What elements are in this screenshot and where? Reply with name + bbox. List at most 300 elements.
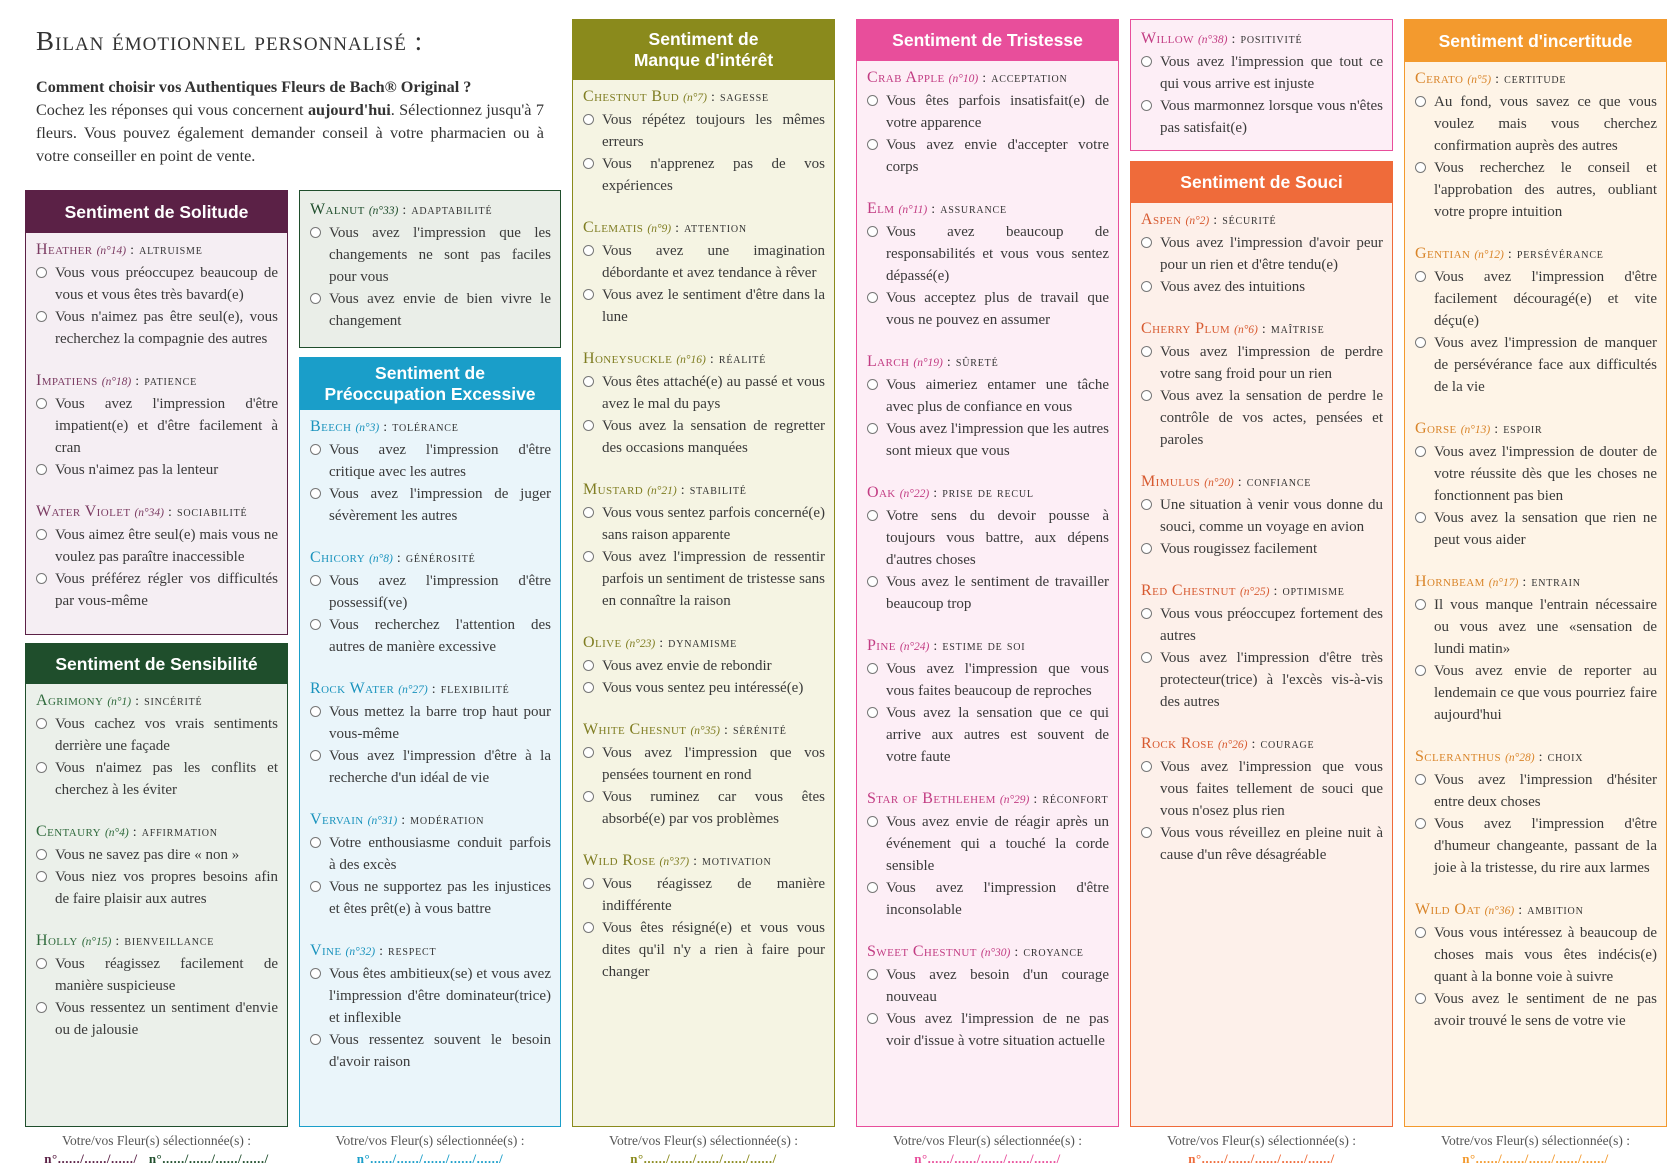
- flower-title: Elm: [867, 200, 895, 217]
- flower-title: Vervain: [310, 811, 364, 828]
- symptom-option[interactable]: [1141, 647, 1383, 713]
- flower-virtue: : sociabilité: [168, 505, 248, 520]
- symptom-option[interactable]: [310, 614, 551, 658]
- selection-label: Votre/vos Fleur(s) sélectionnée(s) :: [61, 1133, 252, 1148]
- flower-entry: [867, 67, 1109, 178]
- selection-line-col1[interactable]: [25, 1132, 288, 1168]
- symptom-text: Vous ne supportez pas les injustices et êtes prêt(e) à vous battre: [329, 879, 551, 917]
- flower-number: (n°20): [1204, 477, 1234, 489]
- symptom-text: Vous avez l'impression de ressentir parfois un sentiment de tristesse sans en connaître la raison: [602, 549, 825, 609]
- radio-circle-icon[interactable]: [867, 969, 878, 980]
- flower-entry: [583, 632, 825, 699]
- flower-title: Honeysuckle: [583, 350, 673, 367]
- symptom-option[interactable]: [583, 917, 825, 983]
- panel-souci: [1130, 161, 1393, 1127]
- symptom-option[interactable]: [1415, 769, 1657, 813]
- flower-virtue: : optimisme: [1273, 584, 1345, 599]
- flower-number: (n°38): [1197, 34, 1228, 46]
- symptom-option[interactable]: [583, 415, 825, 459]
- flower-entry: [1415, 418, 1657, 551]
- symptom-option[interactable]: [1415, 594, 1657, 660]
- selection-entry[interactable]: n°....../....../....../....../....../: [630, 1151, 777, 1166]
- flower-title: Heather: [36, 241, 93, 258]
- radio-circle-icon[interactable]: [867, 292, 878, 303]
- radio-circle-icon[interactable]: [1141, 100, 1152, 111]
- radio-circle-icon[interactable]: [867, 95, 878, 106]
- flower-entry: [1141, 318, 1383, 451]
- symptom-option[interactable]: [36, 459, 278, 481]
- symptom-option[interactable]: [583, 742, 825, 786]
- selection-line-col2[interactable]: [299, 1132, 561, 1168]
- flower-entry: [1415, 243, 1657, 398]
- symptom-option[interactable]: [867, 702, 1109, 768]
- symptom-option[interactable]: [1141, 538, 1383, 560]
- flower-name: [310, 809, 551, 832]
- radio-circle-icon[interactable]: [1141, 761, 1152, 772]
- flower-entry: [36, 239, 278, 350]
- symptom-text: Vous ressentez un sentiment d'envie ou de jalousie: [55, 1000, 278, 1038]
- selection-entry[interactable]: n°....../....../....../....../....../: [1462, 1151, 1609, 1166]
- flower-virtue: : attention: [675, 221, 747, 236]
- symptom-text: Vous n'aimez pas les conflits et cherchez à les éviter: [55, 760, 278, 798]
- symptom-option[interactable]: [310, 288, 551, 332]
- symptom-option[interactable]: [36, 997, 278, 1041]
- flower-entry: [310, 678, 551, 789]
- symptom-option[interactable]: [583, 546, 825, 612]
- symptom-text: Vous vous préoccupez beaucoup de vous et vous êtes très bavard(e): [55, 265, 278, 303]
- radio-circle-icon[interactable]: [310, 227, 321, 238]
- flower-title: Wild Rose: [583, 852, 656, 869]
- radio-circle-icon[interactable]: [1415, 337, 1426, 348]
- symptom-text: Vous n'apprenez pas de vos expériences: [602, 156, 825, 194]
- symptom-option[interactable]: [36, 262, 278, 306]
- radio-circle-icon[interactable]: [1141, 652, 1152, 663]
- symptom-option[interactable]: [867, 811, 1109, 877]
- flower-name: [583, 348, 825, 371]
- radio-circle-icon[interactable]: [36, 311, 47, 322]
- symptom-text: Vous avez le sentiment de travailler beaucoup trop: [886, 574, 1109, 612]
- panel-sensibilite: [25, 643, 288, 1127]
- symptom-option[interactable]: [1141, 822, 1383, 866]
- flower-virtue: : adaptabilité: [402, 203, 493, 218]
- symptom-option[interactable]: [310, 570, 551, 614]
- flower-list: [300, 410, 560, 1073]
- symptom-text: Vous avez la sensation que ce qui arrive aux autres est souvent de votre faute: [886, 705, 1109, 765]
- radio-circle-icon[interactable]: [1415, 927, 1426, 938]
- selection-label: Votre/vos Fleur(s) sélectionnée(s) :: [1166, 1133, 1357, 1148]
- symptom-text: Vous mettez la barre trop haut pour vous-même: [329, 704, 551, 742]
- radio-circle-icon[interactable]: [1415, 162, 1426, 173]
- flower-number: (n°21): [647, 485, 677, 497]
- radio-circle-icon[interactable]: [36, 267, 47, 278]
- intro-question: Comment choisir vos Authentiques Fleurs de Bach® Original ?: [36, 78, 472, 96]
- flower-title: Rock Rose: [1141, 735, 1214, 752]
- flower-virtue: : prise de recul: [933, 486, 1034, 501]
- radio-circle-icon[interactable]: [1415, 512, 1426, 523]
- flower-virtue: : espoir: [1494, 422, 1543, 437]
- flower-entry: [583, 479, 825, 612]
- flower-title: Beech: [310, 418, 352, 435]
- symptom-option[interactable]: [36, 393, 278, 459]
- symptom-option[interactable]: [1415, 660, 1657, 726]
- selection-entry[interactable]: n°....../....../....../....../....../: [914, 1151, 1061, 1166]
- symptom-option[interactable]: [1141, 341, 1383, 385]
- symptom-text: Vous vous préoccupez fortement des autres: [1160, 606, 1383, 644]
- radio-circle-icon[interactable]: [310, 293, 321, 304]
- symptom-option[interactable]: [867, 287, 1109, 331]
- flower-name: [1415, 243, 1657, 266]
- panel-walnut: [299, 190, 561, 348]
- flower-name: [1141, 318, 1383, 341]
- selection-line-col5[interactable]: [1130, 1132, 1393, 1168]
- selection-entry-solitude[interactable]: n°....../....../....../: [44, 1151, 138, 1166]
- radio-circle-icon[interactable]: [1141, 608, 1152, 619]
- flower-list: [1131, 203, 1392, 866]
- radio-circle-icon[interactable]: [583, 791, 594, 802]
- symptom-option[interactable]: [36, 713, 278, 757]
- flower-title: Willow: [1141, 30, 1194, 47]
- symptom-option[interactable]: [36, 953, 278, 997]
- symptom-option[interactable]: [1415, 922, 1657, 988]
- flower-entry: [1415, 68, 1657, 223]
- flower-name: [583, 850, 825, 873]
- radio-circle-icon[interactable]: [310, 750, 321, 761]
- flower-entry: [36, 930, 278, 1041]
- flower-virtue: : tolérance: [383, 420, 459, 435]
- radio-circle-icon[interactable]: [867, 139, 878, 150]
- radio-circle-icon[interactable]: [583, 507, 594, 518]
- symptom-option[interactable]: [867, 90, 1109, 134]
- symptom-option[interactable]: [583, 655, 825, 677]
- radio-circle-icon[interactable]: [310, 575, 321, 586]
- flower-entry: [36, 370, 278, 481]
- symptom-text: Vous avez l'impression d'être impatient(e) et d'être facilement à cran: [55, 396, 278, 456]
- symptom-text: Vous n'aimez pas la lenteur: [55, 462, 219, 478]
- symptom-option[interactable]: [310, 745, 551, 789]
- symptom-option[interactable]: [1415, 507, 1657, 551]
- flower-virtue: : choix: [1538, 750, 1584, 765]
- radio-circle-icon[interactable]: [310, 706, 321, 717]
- radio-circle-icon[interactable]: [310, 444, 321, 455]
- symptom-option[interactable]: [36, 866, 278, 910]
- symptom-option[interactable]: [1141, 603, 1383, 647]
- radio-circle-icon[interactable]: [583, 922, 594, 933]
- radio-circle-icon[interactable]: [1141, 281, 1152, 292]
- symptom-option[interactable]: [583, 371, 825, 415]
- flower-title: Hornbeam: [1415, 573, 1485, 590]
- radio-circle-icon[interactable]: [583, 245, 594, 256]
- radio-circle-icon[interactable]: [1415, 599, 1426, 610]
- flower-virtue: : ambition: [1518, 903, 1584, 918]
- radio-circle-icon[interactable]: [583, 682, 594, 693]
- symptom-option[interactable]: [36, 568, 278, 612]
- symptom-option[interactable]: [867, 374, 1109, 418]
- symptom-option[interactable]: [867, 221, 1109, 287]
- radio-circle-icon[interactable]: [36, 718, 47, 729]
- flower-entry: [1141, 471, 1383, 560]
- flower-virtue: : croyance: [1014, 945, 1084, 960]
- radio-circle-icon[interactable]: [867, 423, 878, 434]
- flower-name: [36, 501, 278, 524]
- symptom-option[interactable]: [310, 222, 551, 288]
- symptom-text: Vous avez l'impression de ne pas voir d'issue à votre situation actuelle: [886, 1011, 1109, 1049]
- radio-circle-icon[interactable]: [310, 968, 321, 979]
- symptom-option[interactable]: [310, 439, 551, 483]
- symptom-text: Une situation à venir vous donne du souci, comme un voyage en avion: [1160, 497, 1383, 535]
- symptom-text: Vous acceptez plus de travail que vous ne pouvez en assumer: [886, 290, 1109, 328]
- selection-entry[interactable]: n°....../....../....../....../....../: [1188, 1151, 1335, 1166]
- flower-entry: [1141, 733, 1383, 866]
- radio-circle-icon[interactable]: [310, 881, 321, 892]
- radio-circle-icon[interactable]: [1141, 499, 1152, 510]
- radio-circle-icon[interactable]: [867, 510, 878, 521]
- symptom-option[interactable]: [1415, 91, 1657, 157]
- symptom-text: Vous avez l'impression d'être critique avec les autres: [329, 442, 551, 480]
- selection-label: Votre/vos Fleur(s) sélectionnée(s) :: [892, 1133, 1083, 1148]
- panel-header-text: Sentiment de Souci: [1180, 172, 1343, 192]
- intro-instructions-emphasis: aujourd'hui: [307, 101, 391, 119]
- selection-entry[interactable]: [25, 1150, 288, 1168]
- radio-circle-icon[interactable]: [583, 878, 594, 889]
- panel-header: [300, 358, 560, 410]
- flower-virtue: : estime de soi: [933, 639, 1026, 654]
- panel-header: [26, 644, 287, 684]
- radio-circle-icon[interactable]: [36, 464, 47, 475]
- symptom-option[interactable]: [36, 524, 278, 568]
- radio-circle-icon[interactable]: [1141, 56, 1152, 67]
- radio-circle-icon[interactable]: [1141, 237, 1152, 248]
- symptom-option[interactable]: [1415, 813, 1657, 879]
- radio-circle-icon[interactable]: [1141, 827, 1152, 838]
- symptom-option[interactable]: [310, 832, 551, 876]
- radio-circle-icon[interactable]: [1415, 993, 1426, 1004]
- radio-circle-icon[interactable]: [310, 1034, 321, 1045]
- symptom-text: Vous avez l'impression de manquer de persévérance face aux difficultés de la vie: [1434, 335, 1657, 395]
- radio-circle-icon[interactable]: [1141, 543, 1152, 554]
- symptom-option[interactable]: [1415, 266, 1657, 332]
- symptom-text: Vous avez l'impression d'être très protecteur(trice) à l'excès vis-à-vis des autres: [1160, 650, 1383, 710]
- flower-virtue: : bienveillance: [115, 934, 215, 949]
- symptom-text: Vous cachez vos vrais sentiments derrière une façade: [55, 716, 278, 754]
- flower-title: Cherry Plum: [1141, 320, 1231, 337]
- flower-virtue: : réalité: [709, 352, 767, 367]
- symptom-text: Vous avez la sensation de perdre le contrôle de vos actes, pensées et paroles: [1160, 388, 1383, 448]
- symptom-option[interactable]: [867, 134, 1109, 178]
- symptom-text: Vous préférez régler vos difficultés par vous-même: [55, 571, 278, 609]
- symptom-option[interactable]: [1141, 95, 1383, 139]
- symptom-option[interactable]: [867, 877, 1109, 921]
- symptom-option[interactable]: [867, 418, 1109, 462]
- panel-header: [1405, 20, 1666, 62]
- symptom-option[interactable]: [310, 1029, 551, 1073]
- radio-circle-icon[interactable]: [36, 529, 47, 540]
- symptom-option[interactable]: [867, 964, 1109, 1008]
- symptom-text: Vous êtes résigné(e) et vous vous dites qu'il n'y a rien à faire pour changer: [602, 920, 825, 980]
- radio-circle-icon[interactable]: [583, 551, 594, 562]
- symptom-option[interactable]: [583, 153, 825, 197]
- selection-entry[interactable]: n°....../....../....../....../....../: [356, 1151, 504, 1166]
- radio-circle-icon[interactable]: [1141, 346, 1152, 357]
- symptom-option[interactable]: [867, 658, 1109, 702]
- radio-circle-icon[interactable]: [36, 398, 47, 409]
- symptom-option[interactable]: [1141, 51, 1383, 95]
- radio-circle-icon[interactable]: [583, 289, 594, 300]
- symptom-option[interactable]: [583, 240, 825, 284]
- radio-circle-icon[interactable]: [36, 849, 47, 860]
- radio-circle-icon[interactable]: [36, 1002, 47, 1013]
- symptom-text: Vous avez besoin d'un courage nouveau: [886, 967, 1109, 1005]
- panel-header-text: Sentiment de Tristesse: [892, 30, 1083, 50]
- radio-circle-icon[interactable]: [1415, 271, 1426, 282]
- symptom-text: Vous avez l'impression d'être possessif(ve): [329, 573, 551, 611]
- flower-title: Gentian: [1415, 245, 1471, 262]
- flower-entry: [583, 86, 825, 197]
- radio-circle-icon[interactable]: [1415, 446, 1426, 457]
- panel-header-text: Sentiment de Solitude: [64, 201, 249, 222]
- radio-circle-icon[interactable]: [36, 762, 47, 773]
- symptom-option[interactable]: [310, 701, 551, 745]
- symptom-option[interactable]: [1415, 157, 1657, 223]
- symptom-option[interactable]: [1415, 332, 1657, 398]
- flower-number: (n°8): [369, 553, 393, 565]
- flower-entry: [310, 199, 551, 332]
- symptom-option[interactable]: [1141, 756, 1383, 822]
- symptom-option[interactable]: [583, 677, 825, 699]
- radio-circle-icon[interactable]: [583, 376, 594, 387]
- symptom-option[interactable]: [1141, 494, 1383, 538]
- symptom-option[interactable]: [583, 284, 825, 328]
- flower-name: [310, 199, 551, 222]
- flower-list: [1405, 62, 1666, 1032]
- flower-title: Cerato: [1415, 70, 1464, 87]
- radio-circle-icon[interactable]: [583, 420, 594, 431]
- radio-circle-icon[interactable]: [310, 619, 321, 630]
- flower-virtue: : dynamisme: [659, 636, 738, 651]
- flower-title: Mustard: [583, 481, 644, 498]
- symptom-option[interactable]: [1141, 276, 1383, 298]
- symptom-text: Vous êtes parfois insatisfait(e) de votre apparence: [886, 93, 1109, 131]
- radio-circle-icon[interactable]: [867, 816, 878, 827]
- radio-circle-icon[interactable]: [36, 573, 47, 584]
- symptom-text: Vous aimeriez entamer une tâche avec plus de confiance en vous: [886, 377, 1109, 415]
- panel-header: [573, 20, 834, 80]
- symptom-option[interactable]: [310, 963, 551, 1029]
- flower-title: Crab Apple: [867, 69, 945, 86]
- flower-entry: [36, 690, 278, 801]
- symptom-option[interactable]: [36, 757, 278, 801]
- selection-line-col4[interactable]: [856, 1132, 1119, 1168]
- symptom-option[interactable]: [583, 786, 825, 830]
- symptom-option[interactable]: [583, 502, 825, 546]
- radio-circle-icon[interactable]: [867, 226, 878, 237]
- flower-title: Vine: [310, 942, 342, 959]
- radio-circle-icon[interactable]: [583, 114, 594, 125]
- symptom-option[interactable]: [867, 571, 1109, 615]
- symptom-text: Vous recherchez le conseil et l'approbation des autres, oubliant votre propre intuition: [1434, 160, 1657, 220]
- radio-circle-icon[interactable]: [36, 871, 47, 882]
- flower-entry: [1141, 209, 1383, 298]
- symptom-text: Vous avez l'impression que tout ce qui vous arrive est injuste: [1160, 54, 1383, 92]
- flower-name: [36, 690, 278, 713]
- symptom-option[interactable]: [583, 873, 825, 917]
- symptom-text: Vous avez envie de reporter au lendemain ce que vous pourriez faire aujourd'hui: [1434, 663, 1657, 723]
- flower-entry: [867, 635, 1109, 768]
- radio-circle-icon[interactable]: [310, 488, 321, 499]
- panel-header-line2: Manque d'intérêt: [633, 50, 774, 70]
- symptom-text: Vous avez l'impression d'être facilement découragé(e) et vite déçu(e): [1434, 269, 1657, 329]
- radio-circle-icon[interactable]: [1415, 818, 1426, 829]
- symptom-option[interactable]: [1141, 232, 1383, 276]
- flower-virtue: : entrain: [1522, 575, 1581, 590]
- panel-header-text: Sentiment de Sensibilité: [55, 653, 258, 674]
- flower-title: Pine: [867, 637, 896, 654]
- flower-entry: [867, 198, 1109, 331]
- flower-name: [583, 719, 825, 742]
- radio-circle-icon[interactable]: [1141, 390, 1152, 401]
- radio-circle-icon[interactable]: [867, 1013, 878, 1024]
- symptom-option[interactable]: [36, 306, 278, 350]
- flower-name: [310, 547, 551, 570]
- flower-virtue: : patience: [135, 374, 197, 389]
- radio-circle-icon[interactable]: [1415, 96, 1426, 107]
- selection-line-col3[interactable]: [572, 1132, 835, 1168]
- symptom-option[interactable]: [867, 505, 1109, 571]
- flower-list: [26, 684, 287, 1041]
- flower-name: [1415, 746, 1657, 769]
- flower-number: (n°11): [898, 204, 928, 216]
- symptom-option[interactable]: [310, 483, 551, 527]
- flower-number: (n°26): [1217, 739, 1248, 751]
- flower-title: Clematis: [583, 219, 644, 236]
- radio-circle-icon[interactable]: [867, 379, 878, 390]
- selection-line-col6[interactable]: [1404, 1132, 1667, 1168]
- flower-virtue: : sincérité: [135, 694, 203, 709]
- symptom-text: Vous avez le sentiment de ne pas avoir trouvé le sens de votre vie: [1434, 991, 1657, 1029]
- symptom-text: Vous avez l'impression d'être inconsolable: [886, 880, 1109, 918]
- flower-entry: [310, 547, 551, 658]
- symptom-option[interactable]: [1415, 441, 1657, 507]
- flower-title: Scleranthus: [1415, 748, 1502, 765]
- symptom-text: Vous vous sentez parfois concerné(e) sans raison apparente: [602, 505, 825, 543]
- radio-circle-icon[interactable]: [867, 882, 878, 893]
- symptom-option[interactable]: [1141, 385, 1383, 451]
- radio-circle-icon[interactable]: [583, 660, 594, 671]
- symptom-text: Vous ruminez car vous êtes absorbé(e) par vos problèmes: [602, 789, 825, 827]
- flower-virtue: : maîtrise: [1261, 322, 1325, 337]
- symptom-option[interactable]: [583, 109, 825, 153]
- radio-circle-icon[interactable]: [1415, 665, 1426, 676]
- flower-title: Gorse: [1415, 420, 1457, 437]
- selection-entry-sensibilite[interactable]: n°....../....../....../....../: [148, 1151, 269, 1166]
- symptom-option[interactable]: [36, 844, 278, 866]
- flower-name: [867, 635, 1109, 658]
- symptom-option[interactable]: [1415, 988, 1657, 1032]
- radio-circle-icon[interactable]: [583, 158, 594, 169]
- symptom-option[interactable]: [310, 876, 551, 920]
- radio-circle-icon[interactable]: [1415, 774, 1426, 785]
- flower-entry: [583, 719, 825, 830]
- flower-number: (n°18): [101, 376, 132, 388]
- radio-circle-icon[interactable]: [867, 707, 878, 718]
- panel-header-line2: Préoccupation Excessive: [324, 384, 536, 404]
- symptom-option[interactable]: [867, 1008, 1109, 1052]
- radio-circle-icon[interactable]: [583, 747, 594, 758]
- radio-circle-icon[interactable]: [867, 663, 878, 674]
- flower-title: Chestnut Bud: [583, 88, 680, 105]
- radio-circle-icon[interactable]: [36, 958, 47, 969]
- radio-circle-icon[interactable]: [867, 576, 878, 587]
- radio-circle-icon[interactable]: [310, 837, 321, 848]
